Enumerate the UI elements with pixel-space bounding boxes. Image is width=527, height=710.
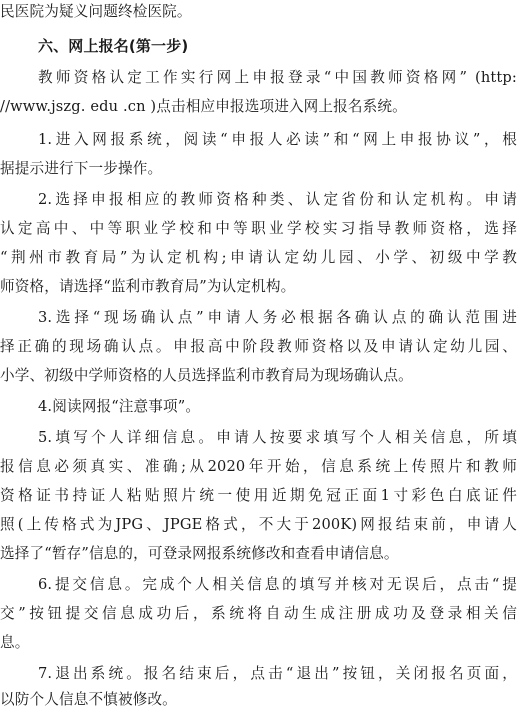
step-1-line-2: 据提示进行下一步操作。 — [0, 160, 163, 177]
paragraph-intro-line-2: //www.jszg. edu .cn )点击相应申报选项进入网上报名系统。 — [0, 98, 407, 115]
step-3-line-2: 择正确的现场确认点。申报高中阶段教师资格以及申请认定幼儿园、 — [0, 338, 517, 355]
step-5-line-2: 报信息必须真实、准确;从2020年开始，信息系统上传照片和教师 — [0, 458, 517, 475]
step-3-line-3: 小学、初级中学师资格的人员选择监利市教育局为现场确认点。 — [0, 367, 413, 384]
step-4-line-1: 4.阅读网报“注意事项”。 — [38, 398, 201, 415]
step-5-line-4: 照(上传格式为JPG、JPGE格式，不大于200K)网报结束前，申请人 — [0, 516, 517, 533]
step-5-line-1: 5.填写个人详细信息。申请人按要求填写个人相关信息，所填 — [38, 429, 517, 446]
paragraph-intro-line-1: 教师资格认定工作实行网上申报登录“中国教师资格网” (http: — [38, 69, 517, 86]
step-6-line-2: 交”按钮提交信息成功后，系统将自动生成注册成功及登录相关信 — [0, 605, 517, 622]
step-5-line-3: 资格证书持证人粘贴照片统一使用近期免冠正面1寸彩色白底证件 — [0, 487, 517, 504]
step-6-line-3: 息。 — [0, 634, 30, 651]
step-7-line-1: 7.退出系统。报名结束后，点击“退出”按钮，关闭报名页面， — [38, 665, 517, 682]
step-2-line-3: “荆州市教育局”为认定机构;申请认定幼儿园、小学、初级中学教 — [0, 249, 517, 266]
step-5-line-5: 选择了“暂存”信息的，可登录网报系统修改和查看申请信息。 — [0, 545, 399, 562]
step-2-line-2: 认定高中、中等职业学校和中等职业学校实习指导教师资格，选择 — [0, 220, 517, 237]
section-heading: 六、网上报名(第一步) — [38, 37, 189, 55]
step-3-line-1: 3.选择“现场确认点”申请人务必根据各确认点的确认范围进 — [38, 309, 517, 326]
text-line-continuation: 民医院为疑义问题终检医院。 — [0, 3, 192, 20]
step-6-line-1: 6.提交信息。完成个人相关信息的填写并核对无误后，点击“提 — [38, 576, 517, 593]
step-7-line-2: 以防个人信息不慎被修改。 — [0, 691, 177, 708]
step-2-line-1: 2.选择申报相应的教师资格种类、认定省份和认定机构。申请 — [38, 191, 517, 208]
step-1-line-1: 1.进入网报系统，阅读“申报人必读”和“网上申报协议”，根 — [38, 131, 517, 148]
step-2-line-4: 师资格，请选择“监利市教育局”为认定机构。 — [0, 278, 296, 295]
